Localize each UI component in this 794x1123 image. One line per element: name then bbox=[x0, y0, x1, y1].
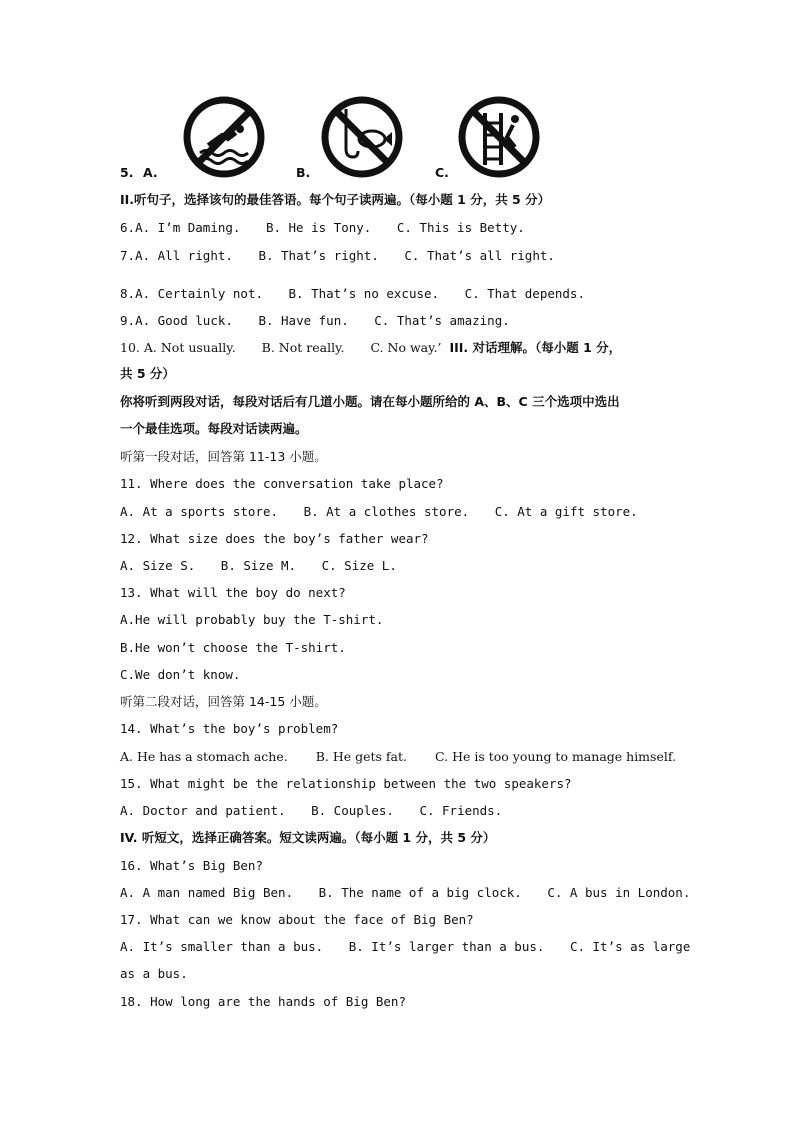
q16-stem: 16. What’s Big Ben? bbox=[120, 858, 263, 873]
q10-option-a: A. Not usually. bbox=[143, 340, 236, 355]
q7-option-b: B. That’s right. bbox=[258, 248, 379, 263]
q13-stem: 13. What will the boy do next? bbox=[120, 585, 346, 600]
q7-option-c: C. That’s all right. bbox=[404, 248, 555, 263]
q13-option-a: A.He will probably buy the T-shirt. bbox=[120, 612, 384, 627]
q17-option-b: B. It’s larger than a bus. bbox=[348, 939, 545, 954]
q16-option-a: A. A man named Big Ben. bbox=[120, 885, 294, 900]
q10-option-b: B. Not really. bbox=[261, 340, 345, 355]
q9-option-c: C. That’s amazing. bbox=[374, 313, 510, 328]
question-9 bbox=[120, 313, 510, 329]
q12-stem: 12. What size does the boy’s father wear? bbox=[120, 531, 429, 546]
q11-option-c: C. At a gift store. bbox=[494, 504, 638, 519]
question-7 bbox=[120, 248, 555, 264]
section-3-title: III. 对话理解。（每小题 1 分， bbox=[449, 340, 622, 355]
q5-option-a-label: A. bbox=[143, 165, 158, 180]
section-2-title: II.听句子，选择该句的最佳答语。每个句子读两遍。（每小题 1 分，共 5 分） bbox=[120, 192, 551, 207]
q12-option-a: A. Size S. bbox=[120, 558, 196, 573]
q14-options bbox=[120, 749, 676, 765]
q8-number: 8. bbox=[120, 286, 136, 301]
q10-number: 10. bbox=[120, 340, 140, 355]
dialogue-1-intro: 听第一段对话，回答第 11-13 小题。 bbox=[120, 449, 327, 464]
q14-option-a: A. He has a stomach ache. bbox=[120, 749, 288, 764]
q11-options bbox=[120, 504, 638, 520]
q17-option-c: C. It’s as large bbox=[569, 939, 691, 954]
question-10 bbox=[120, 340, 621, 356]
no-swimming-icon bbox=[182, 95, 266, 179]
q14-option-c: C. He is too young to manage himself. bbox=[435, 749, 677, 764]
q6-option-a: A. I’m Daming. bbox=[135, 220, 241, 235]
question-6 bbox=[120, 220, 525, 236]
q6-option-b: B. He is Tony. bbox=[265, 220, 372, 235]
q12-option-b: B. Size M. bbox=[220, 558, 297, 573]
q6-option-c: C. This is Betty. bbox=[396, 220, 525, 235]
q11-stem: 11. Where does the conversation take place? bbox=[120, 476, 444, 491]
q17-stem: 17. What can we know about the face of Big Ben? bbox=[120, 912, 474, 927]
q15-options bbox=[120, 803, 502, 819]
q16-options bbox=[120, 885, 690, 901]
q5-option-b-label: B. bbox=[296, 165, 311, 180]
q15-stem: 15. What might be the relationship between the two speakers? bbox=[120, 776, 572, 791]
q15-option-b: B. Couples. bbox=[311, 803, 394, 818]
q11-option-b: B. At a clothes store. bbox=[303, 504, 470, 519]
q9-number: 9. bbox=[120, 313, 136, 328]
section-3-instruction-1: 你将听到两段对话，每段对话后有几道小题。请在每小题所给的 A、B、C 三个选项中选出 bbox=[120, 394, 620, 409]
q9-option-b: B. Have fun. bbox=[258, 313, 349, 328]
q8-option-b: B. That’s no excuse. bbox=[288, 286, 440, 301]
q17-options bbox=[120, 939, 690, 955]
no-climbing-icon bbox=[457, 95, 541, 179]
q16-option-b: B. The name of a big clock. bbox=[318, 885, 522, 900]
question-8 bbox=[120, 286, 585, 302]
q17-option-c-cont: as a bus. bbox=[120, 966, 188, 981]
q16-option-c: C. A bus in London. bbox=[547, 885, 691, 900]
dialogue-2-intro: 听第二段对话，回答第 14-15 小题。 bbox=[120, 694, 327, 709]
q7-option-a: A. All right. bbox=[135, 248, 233, 263]
q14-stem: 14. What’s the boy’s problem? bbox=[120, 721, 339, 736]
q18-stem: 18. How long are the hands of Big Ben? bbox=[120, 994, 406, 1009]
section-3-title-cont: 共 5 分） bbox=[120, 366, 175, 381]
section-4-title: IV. 听短文，选择正确答案。短文读两遍。（每小题 1 分，共 5 分） bbox=[120, 830, 496, 845]
q13-option-b: B.He won’t choose the T-shirt. bbox=[120, 640, 346, 655]
q8-option-a: A. Certainly not. bbox=[135, 286, 263, 301]
q13-option-c: C.We don’t know. bbox=[120, 667, 241, 682]
q8-option-c: C. That depends. bbox=[464, 286, 585, 301]
q6-number: 6. bbox=[120, 220, 136, 235]
q5-option-c-label: C. bbox=[435, 165, 449, 180]
section-3-instruction-2: 一个最佳选项。每段对话读两遍。 bbox=[120, 421, 308, 436]
q15-option-a: A. Doctor and patient. bbox=[120, 803, 286, 818]
q12-options bbox=[120, 558, 397, 574]
q9-option-a: A. Good luck. bbox=[135, 313, 233, 328]
q7-number: 7. bbox=[120, 248, 136, 263]
q12-option-c: C. Size L. bbox=[321, 558, 397, 573]
q15-option-c: C. Friends. bbox=[419, 803, 503, 818]
q14-option-b: B. He gets fat. bbox=[315, 749, 408, 764]
q10-option-c: C. No way.’ bbox=[370, 340, 442, 355]
q5-number: 5. bbox=[120, 165, 134, 180]
no-fishing-icon bbox=[320, 95, 404, 179]
q17-option-a: A. It’s smaller than a bus. bbox=[120, 939, 324, 954]
q11-option-a: A. At a sports store. bbox=[120, 504, 279, 519]
